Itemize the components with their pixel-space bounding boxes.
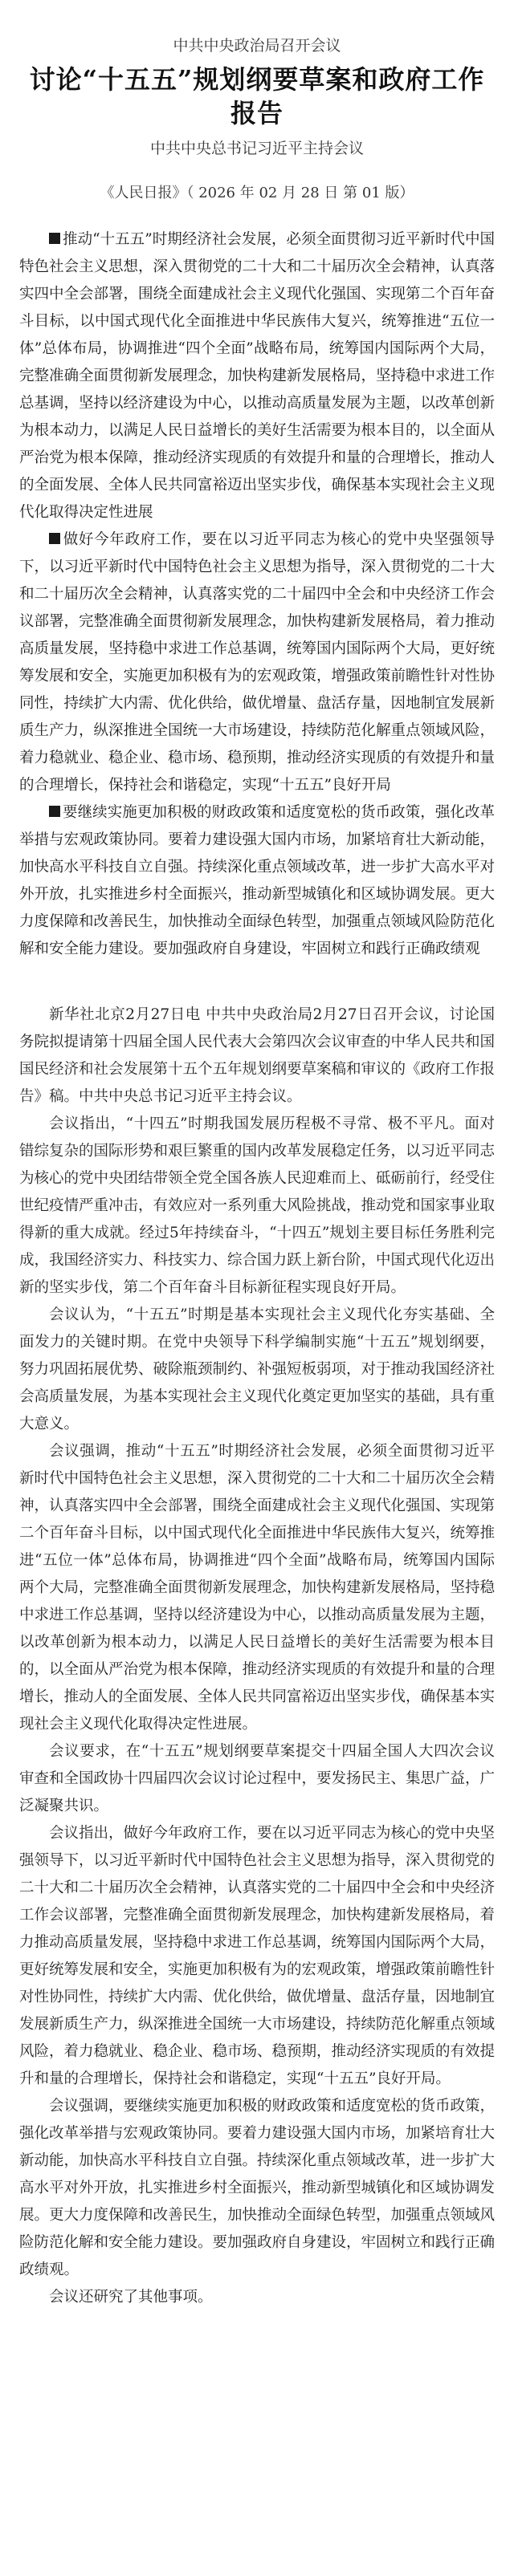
article-kicker: 中共中央政治局召开会议: [173, 37, 341, 55]
article-title: 讨论“十五五”规划纲要草案和政府工作报告: [29, 64, 485, 128]
body-paragraph: 会议要求，在“十五五”规划纲要草案提交十四届全国人大四次会议审查和全国政协十四届四次会议讨论过程中，要发扬民主、集思广益，广泛凝聚共识。: [19, 1743, 496, 1814]
summary-section: [19, 226, 495, 963]
body-paragraph: 会议认为，“十五五”时期是基本实现社会主义现代化夯实基础、全面发力的关键时期。在党中央领导下科学编制实施“十五五”规划纲要，努力巩固拓展优势、破除瓶颈制约、补强短板弱项，对于推动我国经济社会高质量发展，为基本实现社会主义现代化奠定更加坚实的基础，具有重大意义。: [19, 1306, 496, 1432]
summary-text: 做好今年政府工作，要在以习近平同志为核心的党中央坚强领导下，以习近平新时代中国特色社会主义思想为指导，深入贯彻党的二十大和二十届历次全会精神，认真落实党的二十届四中全会和中央经济工作会议部署，完整准确全面贯彻新发展理念，加快构建新发展格局，着力推动高质量发展，坚持稳中求进工作总基调，统筹国内国际两个大局，更好统筹发展和安全，实施更加积极有为的宏观政策，增强政策前瞻性针对性协同性，持续扩大内需、优化供给，做优增量、盘活存量，因地制宜发展新质生产力，纵深推进全国统一大市场建设，持续防范化解重点领域风险，着力稳就业、稳企业、稳市场、稳预期，推动经济实现质的有效提升和量的合理增长，保持社会和谐稳定，实现“十五五”良好开局: [19, 531, 496, 794]
body-paragraph: 新华社北京2月27日电 中共中央政治局2月27日召开会议，讨论国务院拟提请第十四届全国人民代表大会第四次会议审查的中华人民共和国国民经济和社会发展第十五个五年规划纲要草案稿和审议的《政府工作报告》稿。中共中央总书记习近平主持会议。: [19, 1006, 496, 1105]
black-square-bullet-icon: [49, 233, 60, 244]
body-paragraph: 会议还研究了其他事项。: [49, 2289, 213, 2306]
body-paragraph: 会议指出，“十四五”时期我国发展历程极不寻常、极不平凡。面对错综复杂的国际形势和艰巨繁重的国内改革发展稳定任务，以习近平同志为核心的党中央团结带领全党全国各族人民迎难而上、砥砺前行，经受住世纪疫情严重冲击，有效应对一系列重大风险挑战，推动党和国家事业取得新的重大成就。经过5年持续奋斗，“十四五”规划主要目标任务胜利完成，我国经济实力、科技实力、综合国力跃上新台阶，中国式现代化迈出新的坚实步伐，第二个百年奋斗目标新征程实现良好开局。: [19, 1115, 496, 1296]
body-paragraph: 会议强调，要继续实施更加积极的财政政策和适度宽松的货币政策，强化改革举措与宏观政策协同。要着力建设强大国内市场，加紧培育壮大新动能，加快高水平科技自立自强。持续深化重点领域改革，进一步扩大高水平对外开放，扎实推进乡村全面振兴，推动新型城镇化和区域协调发展。更大力度保障和改善民生，加快推动全面绿色转型，加强重点领域风险防范化解和安全能力建设。要加强政府自身建设，牢固树立和践行正确政绩观。: [19, 2098, 496, 2278]
article-body: [19, 1002, 495, 2311]
summary-item: [19, 526, 495, 799]
body-paragraph: 会议指出，做好今年政府工作，要在以习近平同志为核心的党中央坚强领导下，以习近平新时代中国特色社会主义思想为指导，深入贯彻党的二十大和二十届历次全会精神，认真落实党的二十届四中全会和中央经济工作会议部署，完整准确全面贯彻新发展理念，加快构建新发展格局，着力推动高质量发展，坚持稳中求进工作总基调，统筹国内国际两个大局，更好统筹发展和安全，实施更加积极有为的宏观政策，增强政策前瞻性针对性协同性，持续扩大内需、优化供给，做优增量、盘活存量，因地制宜发展新质生产力，纵深推进全国统一大市场建设，持续防范化解重点领域风险，着力稳就业、稳企业、稳市场、稳预期，推动经济实现质的有效提升和量的合理增长，保持社会和谐稳定，实现“十五五”良好开局。: [19, 1825, 496, 2087]
body-paragraph: 会议强调，推动“十五五”时期经济社会发展，必须全面贯彻习近平新时代中国特色社会主义思想，深入贯彻党的二十大和二十届历次全会精神，认真落实四中全会部署，围绕全面建成社会主义现代化强国、实现第二个百年奋斗目标，以中国式现代化全面推进中华民族伟大复兴，统筹推进“五位一体”总体布局，协调推进“四个全面”战略布局，统筹国内国际两个大局，完整准确全面贯彻新发展理念，加快构建新发展格局，坚持稳中求进工作总基调，坚持以经济建设为中心，以推动高质量发展为主题，以改革创新为根本动力，以满足人民日益增长的美好生活需要为根本目的，以全面从严治党为根本保障，推动经济实现质的有效提升和量的合理增长，推动人的全面发展、全体人民共同富裕迈出坚实步伐，确保基本实现社会主义现代化取得决定性进展。: [19, 1443, 496, 1733]
summary-item: [19, 799, 495, 963]
black-square-bullet-icon: [49, 533, 60, 544]
publication-source: 《人民日报》（ 2026 年 02 月 28 日 第 01 版）: [100, 185, 414, 201]
summary-text: 推动“十五五”时期经济社会发展，必须全面贯彻习近平新时代中国特色社会主义思想，深入贯彻党的二十大和二十届历次全会精神，认真落实四中全会部署，围绕全面建成社会主义现代化强国、实现第二个百年奋斗目标，以中国式现代化全面推进中华民族伟大复兴，统筹推进“五位一体”总体布局，协调推进“四个全面”战略布局，统筹国内国际两个大局，完整准确全面贯彻新发展理念，加快构建新发展格局，坚持稳中求进工作总基调，坚持以经济建设为中心，以推动高质量发展为主题，以改革创新为根本动力，以满足人民日益增长的美好生活需要为根本目的，以全面从严治党为根本保障，推动经济实现质的有效提升和量的合理增长，推动人的全面发展、全体人民共同富裕迈出坚实步伐，确保基本实现社会主义现代化取得决定性进展: [19, 231, 496, 521]
summary-item: [19, 226, 495, 526]
summary-text: 要继续实施更加积极的财政政策和适度宽松的货币政策，强化改革举措与宏观政策协同。要着力建设强大国内市场，加紧培育壮大新动能，加快高水平科技自立自强。持续深化重点领域改革，进一步扩大高水平对外开放，扎实推进乡村全面振兴，推动新型城镇化和区域协调发展。更大力度保障和改善民生，加快推动全面绿色转型，加强重点领域风险防范化解和安全能力建设。要加强政府自身建设，牢固树立和践行正确政绩观: [19, 804, 496, 957]
article-subtitle: 中共中央总书记习近平主持会议: [149, 140, 364, 157]
black-square-bullet-icon: [49, 806, 60, 817]
